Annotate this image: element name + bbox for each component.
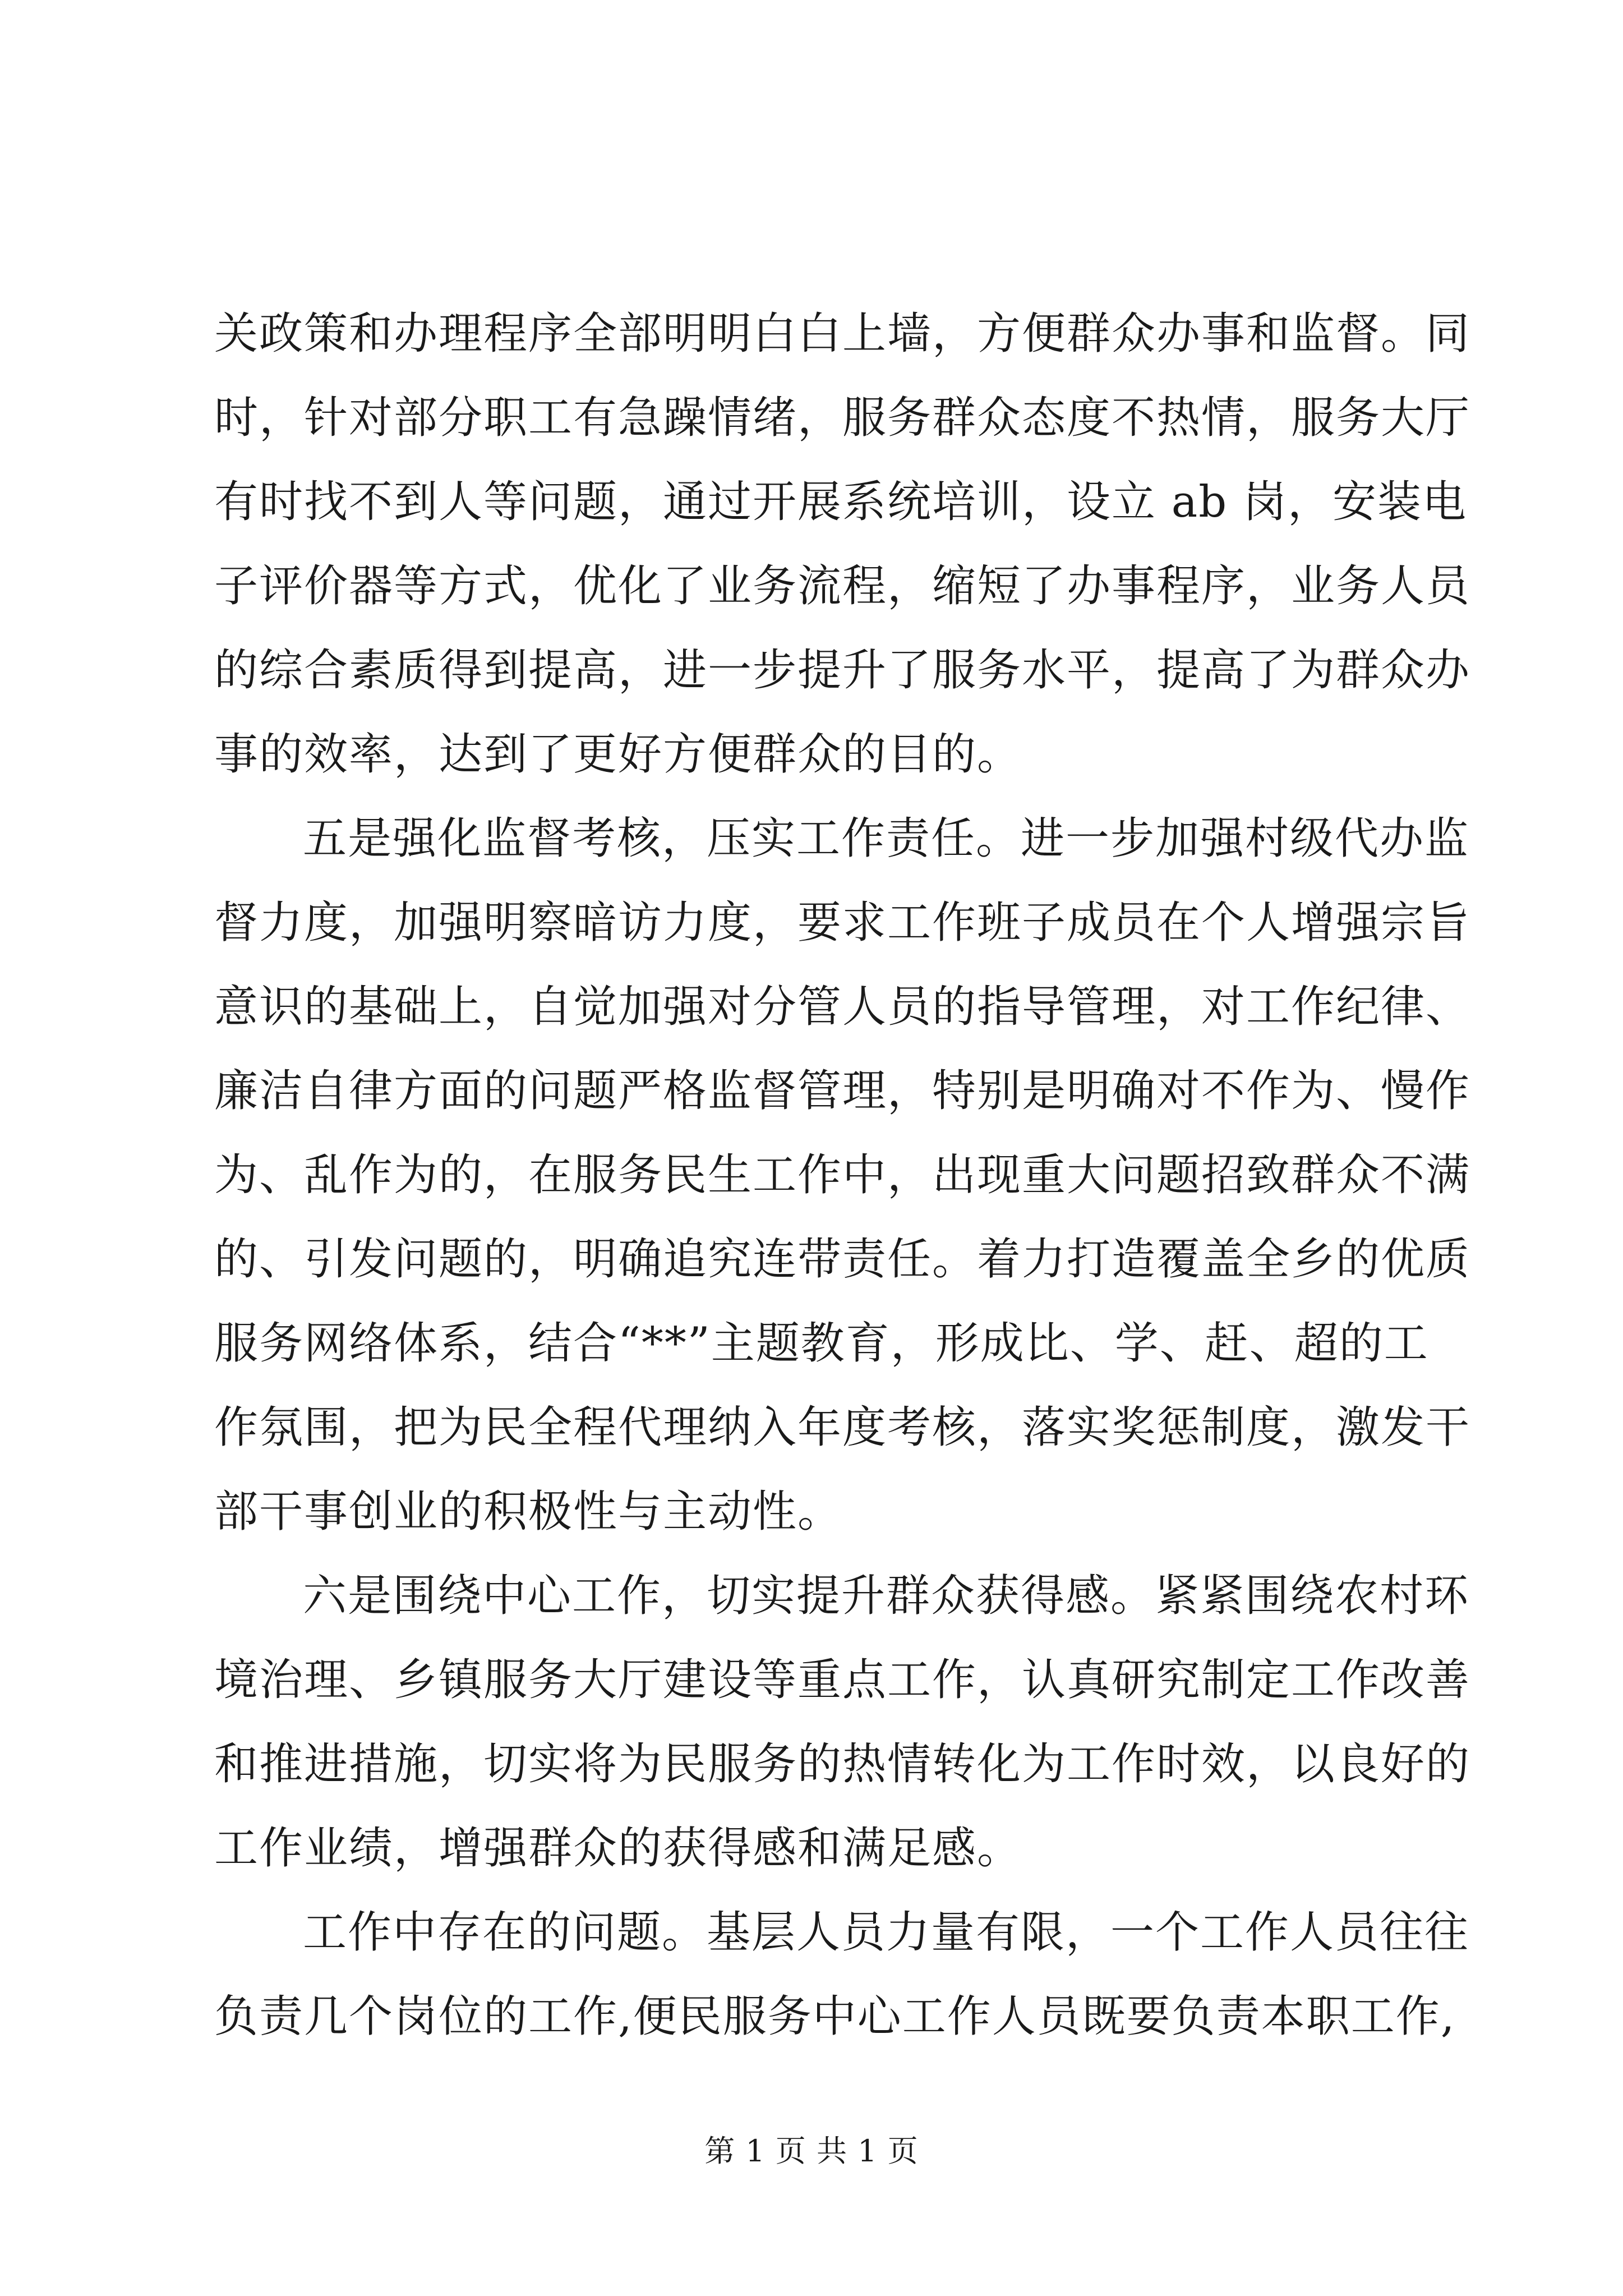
body-text-line: 子评价器等方式，优化了业务流程，缩短了办事程序，业务人员 [214, 561, 1471, 611]
paragraph-first-line: 工作中存在的问题。基层人员力量有限，一个工作人员往往 [303, 1907, 1470, 1958]
body-text-line: 意识的基础上，自觉加强对分管人员的指导管理，对工作纪律、 [214, 982, 1471, 1032]
body-text-line: 廉洁自律方面的问题严格监督管理，特别是明确对不作为、慢作 [214, 1066, 1471, 1116]
body-text-line: 部干事创业的积极性与主动性。 [214, 1487, 843, 1537]
body-text-line: 督力度，加强明察暗访力度，要求工作班子成员在个人增强宗旨 [214, 898, 1471, 948]
body-text-line: 服务网络体系，结合“**”主题教育，形成比、学、赶、超的工 [214, 1318, 1429, 1369]
page-number-footer: 第 1 页 共 1 页 [704, 2133, 919, 2169]
body-text-line: 的、引发问题的，明确追究连带责任。着力打造覆盖全乡的优质 [214, 1234, 1471, 1285]
body-text-line: 境治理、乡镇服务大厅建设等重点工作，认真研究制定工作改善 [214, 1655, 1471, 1705]
body-text-line: 的综合素质得到提高，进一步提升了服务水平，提高了为群众办 [214, 645, 1471, 696]
body-text-line: 工作业绩，增强群众的获得感和满足感。 [214, 1823, 1022, 1874]
body-text-line: 时，针对部分职工有急躁情绪，服务群众态度不热情，服务大厅 [214, 393, 1471, 443]
body-text-line: 为、乱作为的，在服务民生工作中，出现重大问题招致群众不满 [214, 1150, 1471, 1200]
body-text-line: 作氛围，把为民全程代理纳入年度考核，落实奖惩制度，激发干 [214, 1402, 1471, 1453]
paragraph-first-line: 五是强化监督考核，压实工作责任。进一步加强村级代办监 [303, 813, 1470, 864]
body-text-line: 事的效率，达到了更好方便群众的目的。 [214, 729, 1022, 780]
paragraph-first-line: 六是围绕中心工作，切实提升群众获得感。紧紧围绕农村环 [303, 1571, 1470, 1621]
body-text-line: 负责几个岗位的工作,便民服务中心工作人员既要负责本职工作, [214, 1991, 1456, 2042]
body-text-line: 有时找不到人等问题，通过开展系统培训，设立 ab 岗，安装电 [214, 477, 1468, 527]
body-text-line: 和推进措施，切实将为民服务的热情转化为工作时效，以良好的 [214, 1739, 1471, 1789]
body-text-line: 关政策和办理程序全部明明白白上墙，方便群众办事和监督。同 [214, 309, 1471, 359]
